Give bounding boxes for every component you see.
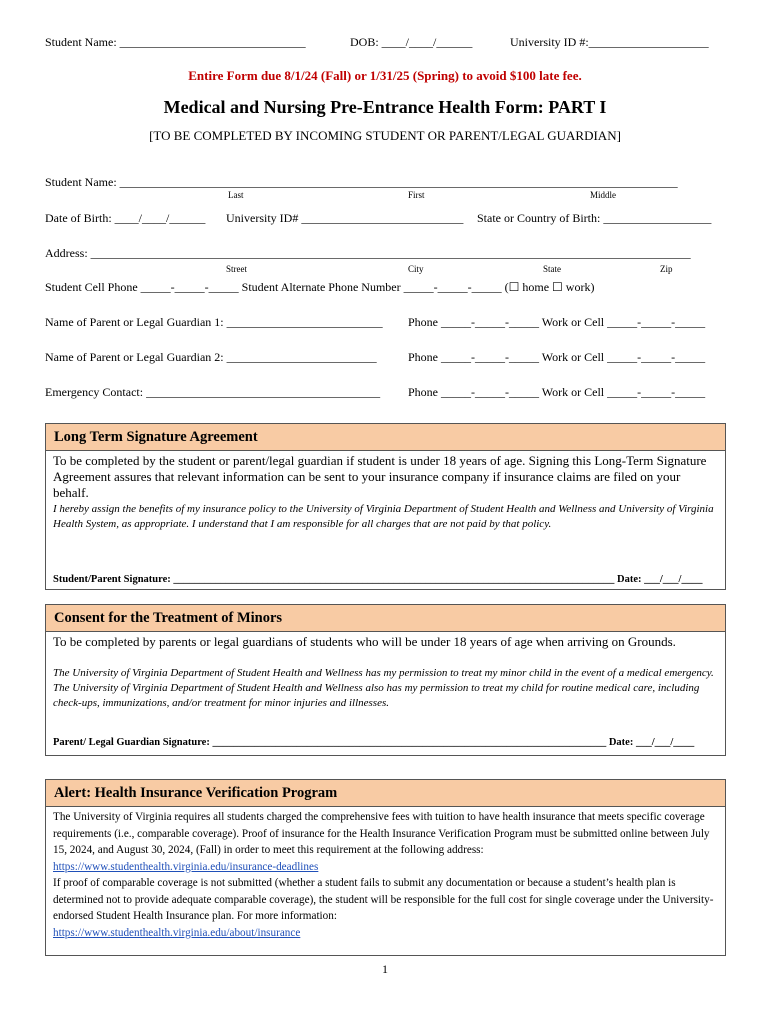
page-title: Medical and Nursing Pre-Entrance Health Form: PART I (163, 97, 607, 117)
address-field[interactable]: Address: ____________________________________________________________________________________________________ (45, 246, 691, 260)
signature-agreement-italic: I hereby assign the benefits of my insurance policy to the University of Virginia Department of Student Health and Wellness and University of Virginia Health System, as appropriate. I understand that I am responsible for all charges that are not paid by that policy. (53, 503, 714, 530)
consent-minors-box (45, 604, 726, 756)
consent-minors-body: To be completed by parents or legal guardians of students who will be under 18 years of age when arriving on Grounds. (53, 634, 676, 649)
signature-agreement-box (45, 423, 726, 590)
guardian2-phone-field[interactable]: Phone _____-_____-_____ Work or Cell _____-_____-_____ (408, 350, 706, 364)
guardian2-name-field[interactable]: Name of Parent or Legal Guardian 2: _________________________ (45, 350, 377, 364)
insurance-deadlines-link[interactable]: https://www.studenthealth.virginia.edu/insurance-deadlines (53, 860, 319, 873)
insurance-alert-box (45, 779, 726, 956)
student-parent-signature-line[interactable]: Student/Parent Signature: ____________________________________________________________________________________ Date: ___/___/____ (53, 574, 703, 585)
label-last: Last (228, 190, 244, 200)
consent-minors-italic: The University of Virginia Department of Student Health and Wellness has my permission to treat my minor child in the event of a medical emergency. The University of Virginia Department of Student Health and Wellness also has my permission to treat my child for routine medical care, including check-ups, immunizations, and/or treatment for minor injuries and illnesses. (53, 667, 714, 709)
header-university-id[interactable]: University ID #:____________________ (510, 35, 709, 49)
birth-place-field[interactable]: State or Country of Birth: __________________ (477, 211, 712, 225)
label-street: Street (226, 264, 247, 274)
university-id-field[interactable]: University ID# ___________________________ (226, 211, 464, 225)
insurance-info-link[interactable]: https://www.studenthealth.virginia.edu/about/insurance (53, 926, 301, 939)
consent-minors-heading: Consent for the Treatment of Minors (46, 605, 725, 632)
emergency-phone-field[interactable]: Phone _____-_____-_____ Work or Cell _____-_____-_____ (408, 385, 706, 399)
due-notice: Entire Form due 8/1/24 (Fall) or 1/31/25 (Spring) to avoid $100 late fee. (188, 68, 582, 83)
signature-agreement-heading: Long Term Signature Agreement (46, 424, 725, 451)
emergency-contact-field[interactable]: Emergency Contact: _______________________________________ (45, 385, 381, 399)
label-zip: Zip (660, 264, 673, 274)
insurance-body-1: The University of Virginia requires all students charged the comprehensive fees with tuition to have health insurance that meets specific coverage requirements (i.e., comparable coverage). Proof of insurance for the Health Insurance Verification Program must be submitted online between July 15, 2024, and August 30, 2024, (Fall) in order to meet this requirement at the following address: (53, 811, 710, 856)
label-first: First (408, 190, 425, 200)
cell-phone-field[interactable]: Student Cell Phone _____-_____-_____ Student Alternate Phone Number _____-_____-_____ (☐ home ☐ work) (45, 280, 595, 294)
signature-agreement-body: To be completed by the student or parent/legal guardian if student is under 18 years of age. Signing this Long-Term Signature Agreement assures that relevant information can be sent to your insurance company if insurance claims are filed on your behalf. (53, 453, 707, 500)
date-of-birth-field[interactable]: Date of Birth: ____/____/______ (45, 211, 206, 225)
header-dob[interactable]: DOB: ____/____/______ (350, 35, 473, 49)
label-state: State (543, 264, 561, 274)
page-number: 1 (382, 962, 388, 976)
student-name-field[interactable]: Student Name: _____________________________________________________________________________________________ (45, 175, 678, 189)
insurance-body-2: If proof of comparable coverage is not submitted (whether a student fails to submit any documentation or because a student’s health plan is determined not to provide adequate comparable coverage), the student will be responsible for the full cost for single coverage under the University-endorsed Student Health Insurance plan. For more information: (53, 877, 714, 922)
insurance-alert-text (53, 809, 718, 941)
label-city: City (408, 264, 424, 274)
page-subtitle: [TO BE COMPLETED BY INCOMING STUDENT OR PARENT/LEGAL GUARDIAN] (149, 128, 621, 143)
label-middle: Middle (590, 190, 616, 200)
guardian1-phone-field[interactable]: Phone _____-_____-_____ Work or Cell _____-_____-_____ (408, 315, 706, 329)
insurance-alert-heading: Alert: Health Insurance Verification Program (46, 780, 725, 807)
guardian-signature-line[interactable]: Parent/ Legal Guardian Signature: ___________________________________________________________________________ Date: ___/___/____ (53, 737, 695, 748)
guardian1-name-field[interactable]: Name of Parent or Legal Guardian 1: __________________________ (45, 315, 383, 329)
header-student-name[interactable]: Student Name: _______________________________ (45, 35, 306, 49)
